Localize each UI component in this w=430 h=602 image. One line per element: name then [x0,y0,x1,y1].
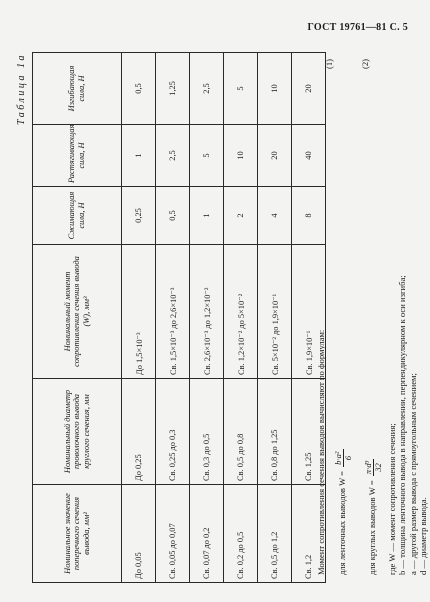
table-cell: Св. 0,8 до 1,25 [258,379,292,485]
formula-round [364,459,382,575]
fraction-numerator: π·d³ [363,460,373,475]
table-cell: 4 [258,187,292,245]
table-cell: Св. 1,5×10⁻³ до 2,6×10⁻³ [156,245,190,379]
table-row [190,53,224,583]
col-header: Растягивающая сила, Н [33,125,122,187]
table-cell: Св. 0,3 до 0,5 [190,379,224,485]
table-cell: 5 [224,53,258,125]
fraction-denominator: 6 [342,456,353,461]
formula-ribbon [334,449,352,575]
table-cell: Св. 0,5 до 0,8 [224,379,258,485]
formula-round-text: для круглых выводов W = [367,480,378,575]
table-cell: Св. 0,25 до 0,3 [156,379,190,485]
table-cell: 20 [292,53,326,125]
rotated-content [14,53,428,583]
table-cell: 10 [224,125,258,187]
legend-line: a — другой размер вывода с прямоугольным сечением; [407,373,418,575]
col-header: Номинальный момент сопротивления сечения вывода (W), мм³ [33,245,122,379]
table-cell: 2,5 [190,53,224,125]
table-cell: Св. 0,2 до 0,5 [224,485,258,583]
table-cell: 1,25 [156,53,190,125]
table-cell: 8 [292,187,326,245]
table-cell: Св. 5×10⁻² до 1,9×10⁻¹ [258,245,292,379]
table-cell: 0,5 [122,53,156,125]
table-cell: Св. 0,05 до 0,07 [156,485,190,583]
col-header: Номинальное значение поперечного сечения вывода, мм² [33,485,122,583]
formula-intro: Момент сопротивления сечения выводов вычисляют по формулам: [316,329,326,575]
table-cell: Св. 1,25 [292,379,326,485]
table-cell: Св. 1,9×10⁻¹ [292,245,326,379]
table-cell: 1 [190,187,224,245]
table-cell: Св. 0,5 до 1,2 [258,485,292,583]
table-row [156,53,190,583]
table-cell: 2 [224,187,258,245]
table-cell: 20 [258,125,292,187]
formula-ribbon-fraction [334,449,352,466]
table-cell: Св. 1,2×10⁻² до 5×10⁻² [224,245,258,379]
table-cell: До 0,25 [122,379,156,485]
legend-line: b — толщина ленточного вывода в направлении, перпендикулярном к оси изгиба; [397,275,408,575]
formula-ribbon-text: для ленточных выводов W = [337,470,348,575]
table-cell: 5 [190,125,224,187]
table-cell: 0,25 [122,187,156,245]
table-label: Таблица 1а [16,53,27,125]
formula-round-fraction [364,459,382,476]
fraction-denominator: 32 [372,463,383,472]
data-table [32,52,326,583]
table-row [122,53,156,583]
col-header: Изгибающая сила, Н [33,53,122,125]
table-row [258,53,292,583]
formula-number: (1) [324,59,334,70]
table-cell: До 0,05 [122,485,156,583]
table-cell: 40 [292,125,326,187]
table-cell: Св. 0,07 до 0,2 [190,485,224,583]
legend-where [387,275,428,575]
col-header: Номинальный диаметр проволочного вывода круглого сечения, мм [33,379,122,485]
table-cell: Св. 2,6×10⁻³ до 1,2×10⁻² [190,245,224,379]
table-row [224,53,258,583]
table-cell: До 1,5×10⁻³ [122,245,156,379]
table-cell: 10 [258,53,292,125]
legend-line: d — диаметр вывода. [417,497,428,575]
table-cell: 1 [122,125,156,187]
legend-line: где W — момент сопротивления сечения; [387,423,397,575]
formula-number: (2) [360,59,370,70]
table-cell: 2,5 [156,125,190,187]
fraction-numerator: b·a² [333,451,343,465]
page-header: ГОСТ 19761—81 С. 5 [307,22,408,33]
table-header-row [33,53,122,583]
table-cell: Св. 1,2 [292,485,326,583]
table-cell: 0,5 [156,187,190,245]
col-header: Сжимающая сила, Н [33,187,122,245]
